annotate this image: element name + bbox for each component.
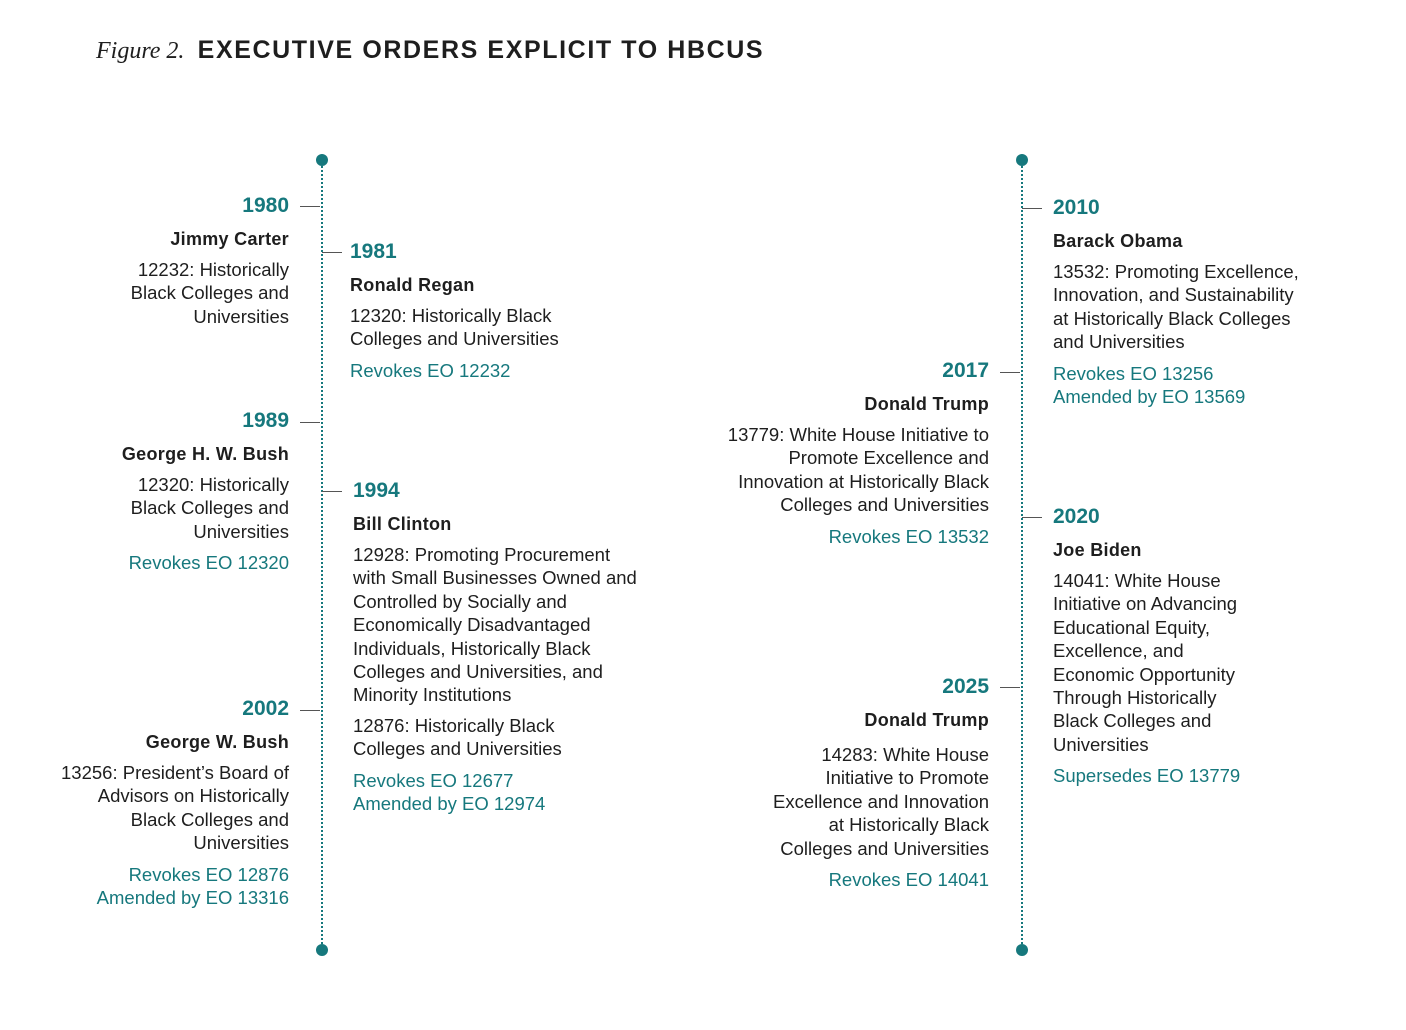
entry-president: Donald Trump: [864, 710, 989, 730]
timeline-entry-2025: [689, 674, 989, 891]
entry-president: Barack Obama: [1053, 231, 1183, 251]
timeline-entry-1981: [350, 239, 650, 382]
entry-note: Amended by EO 13569: [1053, 386, 1246, 408]
entry-note: Amended by EO 13316: [96, 887, 289, 909]
entry-year: 1994: [353, 479, 400, 502]
timeline-entry-1989: [0, 408, 289, 575]
timeline-entry-2020: [1053, 504, 1313, 788]
entry-year: 2017: [942, 359, 989, 382]
entry-note: Revokes EO 13532: [828, 525, 989, 547]
entry-order: 13532: Promoting Excellence, Innovation, and Sustainability at Historically Black Colleges and Universities: [1053, 261, 1299, 353]
entry-president: Donald Trump: [864, 394, 989, 414]
timeline-entry-1980: [0, 193, 289, 328]
tick-1994: [322, 491, 342, 492]
entry-note: Revokes EO 14041: [828, 869, 989, 891]
timeline-entry-2002: [0, 696, 289, 909]
timeline-start-dot-left: [316, 154, 328, 166]
entry-order: 12320: Historically Black Colleges and Universities: [130, 474, 289, 542]
entry-order: 12928: Promoting Procurement with Small Businesses Owned and Controlled by Socially and Economically Disadvantaged Individuals, Historically Black Colleges and Universities, and Minority Institutions: [353, 544, 637, 706]
tick-2002: [300, 710, 320, 711]
figure-number: Figure 2.: [96, 38, 185, 64]
tick-1981: [322, 252, 342, 253]
tick-2020: [1022, 517, 1042, 518]
tick-2025: [1000, 687, 1020, 688]
entry-order: 14283: White House Initiative to Promote Excellence and Innovation at Historically Black Colleges and Universities: [773, 744, 989, 859]
entry-note: Amended by EO 12974: [353, 793, 546, 815]
figure-title: [96, 34, 764, 65]
entry-president: Jimmy Carter: [170, 229, 289, 249]
entry-order: 13779: White House Initiative to Promote Excellence and Innovation at Historically Black Colleges and Universities: [727, 424, 989, 516]
entry-note: Revokes EO 12320: [128, 552, 289, 574]
timeline-end-dot-left: [316, 944, 328, 956]
timeline-axis-right: [1021, 166, 1023, 944]
entry-note: Revokes EO 12876: [128, 863, 289, 885]
entry-note: Revokes EO 12232: [350, 359, 511, 381]
entry-president: Ronald Regan: [350, 275, 475, 295]
timeline-end-dot-right: [1016, 944, 1028, 956]
entry-year: 1980: [242, 194, 289, 217]
entry-order: 12320: Historically Black Colleges and Universities: [350, 305, 559, 350]
entry-note: Revokes EO 12677: [353, 769, 514, 791]
timeline-entry-2010: [1053, 195, 1323, 408]
timeline-start-dot-right: [1016, 154, 1028, 166]
entry-order: 14041: White House Initiative on Advancing Educational Equity, Excellence, and Economic Opportunity Through Historically Black Colleges and Universities: [1053, 570, 1238, 755]
entry-order: 12876: Historically Black Colleges and Universities: [353, 714, 562, 760]
entry-year: 2020: [1053, 505, 1100, 528]
entry-year: 2010: [1053, 196, 1100, 219]
entry-year: 1989: [242, 409, 289, 432]
entry-president: George H. W. Bush: [121, 444, 289, 464]
entry-year: 1981: [350, 240, 397, 263]
entry-president: Bill Clinton: [353, 514, 452, 534]
timeline-axis-left: [321, 166, 323, 944]
tick-1980: [300, 206, 320, 207]
timeline-entry-2017: [689, 358, 989, 548]
entry-note: Revokes EO 13256: [1053, 362, 1214, 384]
entry-president: George W. Bush: [145, 732, 289, 752]
entry-order: 12232: Historically Black Colleges and Universities: [130, 259, 289, 327]
tick-1989: [300, 422, 320, 423]
timeline-entry-1994: [353, 478, 643, 815]
tick-2017: [1000, 372, 1020, 373]
figure-heading: EXECUTIVE ORDERS EXPLICIT TO HBCUS: [197, 36, 765, 64]
entry-president: Joe Biden: [1053, 540, 1142, 560]
tick-2010: [1022, 208, 1042, 209]
entry-order: 13256: President’s Board of Advisors on Historically Black Colleges and Universities: [61, 762, 289, 854]
entry-year: 2002: [242, 697, 289, 720]
entry-note: Supersedes EO 13779: [1053, 765, 1241, 787]
entry-year: 2025: [942, 675, 989, 698]
